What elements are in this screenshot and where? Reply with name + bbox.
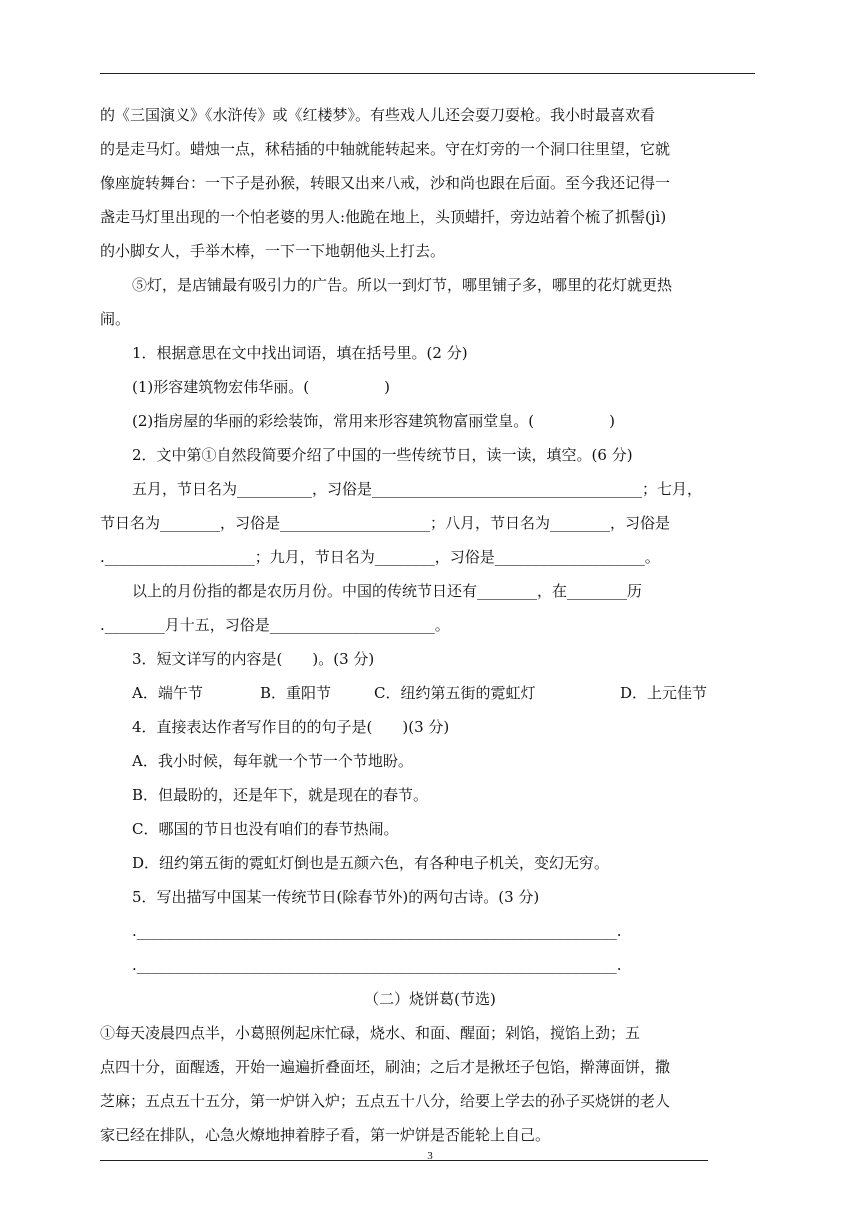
passage-line: ①每天凌晨四点半，小葛照例起床忙碌，烧水、和面、醒面；剁馅，搅馅上劲；五 — [100, 1024, 641, 1042]
question-2-title: 2．文中第①自然段简要介绍了中国的一些传统节日，读一读，填空。(6 分) — [132, 446, 633, 464]
passage-line: 点四十分，面醒透，开始一遍遍折叠面坯，刷油；之后才是揪坯子包馅，擀薄面饼，撒 — [100, 1058, 671, 1076]
question-2-fill-line[interactable]: .________月十五，习俗是______________________。 — [100, 616, 450, 634]
passage-line: 家已经在排队，心急火燎地抻着脖子看，第一炉饼是否能轮上自己。 — [100, 1126, 551, 1144]
answer-line[interactable]: .________________________________________________________________. — [132, 956, 622, 974]
answer-line[interactable]: .________________________________________________________________. — [132, 922, 622, 940]
question-1-item[interactable]: (2)指房屋的华丽的彩绘装饰，常用来形容建筑物富丽堂皇。( ) — [132, 412, 615, 430]
page-number: 3 — [427, 1150, 433, 1162]
question-4-option-d[interactable]: D．纽约第五街的霓虹灯倒也是五颜六色，有各种电子机关，变幻无穷。 — [132, 854, 610, 872]
question-1-title: 1．根据意思在文中找出词语，填在括号里。(2 分) — [132, 344, 468, 362]
question-4-option-b[interactable]: B．但最盼的，还是年下，就是现在的春节。 — [132, 786, 429, 804]
option-c[interactable]: C．纽约第五街的霓虹灯 — [374, 684, 536, 702]
option-a[interactable]: A．端午节 — [132, 684, 203, 702]
question-1-item[interactable]: (1)形容建筑物宏伟华丽。( ) — [132, 378, 390, 396]
option-d[interactable]: D．上元佳节 — [620, 684, 708, 702]
question-4-title: 4．直接表达作者写作目的的句子是( )(3 分) — [132, 718, 450, 736]
paragraph-5-line: 闹。 — [100, 310, 131, 328]
passage-line: 的是走马灯。蜡烛一点，秫秸插的中轴就能转起来。守在灯旁的一个洞口往里望，它就 — [100, 140, 671, 158]
header-rule — [100, 73, 755, 74]
question-4-option-c[interactable]: C．哪国的节日也没有咱们的春节热闹。 — [132, 820, 399, 838]
question-3-options — [100, 676, 760, 710]
question-3-title: 3．短文详写的内容是( )。(3 分) — [132, 650, 375, 668]
question-2-fill-line[interactable]: 五月，节日名为__________，习俗是____________________________________；七月， — [132, 480, 703, 498]
section-heading: （二）烧饼葛(节选) — [364, 990, 496, 1008]
page-content — [100, 98, 760, 1152]
question-2-fill-line[interactable]: 以上的月份指的都是农历月份。中国的传统节日还有________，在________历 — [132, 582, 643, 600]
option-b[interactable]: B．重阳节 — [260, 684, 332, 702]
question-2-fill-line[interactable]: 节日名为________，习俗是____________________；八月，节日名为________，习俗是 — [100, 514, 671, 532]
passage-line: 的《三国演义》《水浒传》或《红楼梦》。有些戏人儿还会耍刀耍枪。我小时最喜欢看 — [100, 106, 656, 124]
passage-line: 像座旋转舞台：一下子是孙猴，转眼又出来八戒，沙和尚也跟在后面。至今我还记得一 — [100, 174, 671, 192]
passage-line: 盏走马灯里出现的一个怕老婆的男人:他跪在地上，头顶蜡扦，旁边站着个梳了抓髻(jì) — [100, 208, 667, 226]
passage-line: 芝麻；五点五十五分，第一炉饼入炉；五点五十八分，给要上学去的孙子买烧饼的老人 — [100, 1092, 671, 1110]
passage-line: 的小脚女人，手举木棒，一下一下地朝他头上打去。 — [100, 242, 446, 260]
question-4-option-a[interactable]: A．我小时候，每年就一个节一个节地盼。 — [132, 752, 413, 770]
question-5-title: 5．写出描写中国某一传统节日(除春节外)的两句古诗。(3 分) — [132, 888, 540, 906]
question-2-fill-line[interactable]: .____________________；九月，节日名为________，习俗是____________________。 — [100, 548, 660, 566]
paragraph-5-line: ⑤灯，是店铺最有吸引力的广告。所以一到灯节，哪里铺子多，哪里的花灯就更热 — [132, 276, 673, 294]
